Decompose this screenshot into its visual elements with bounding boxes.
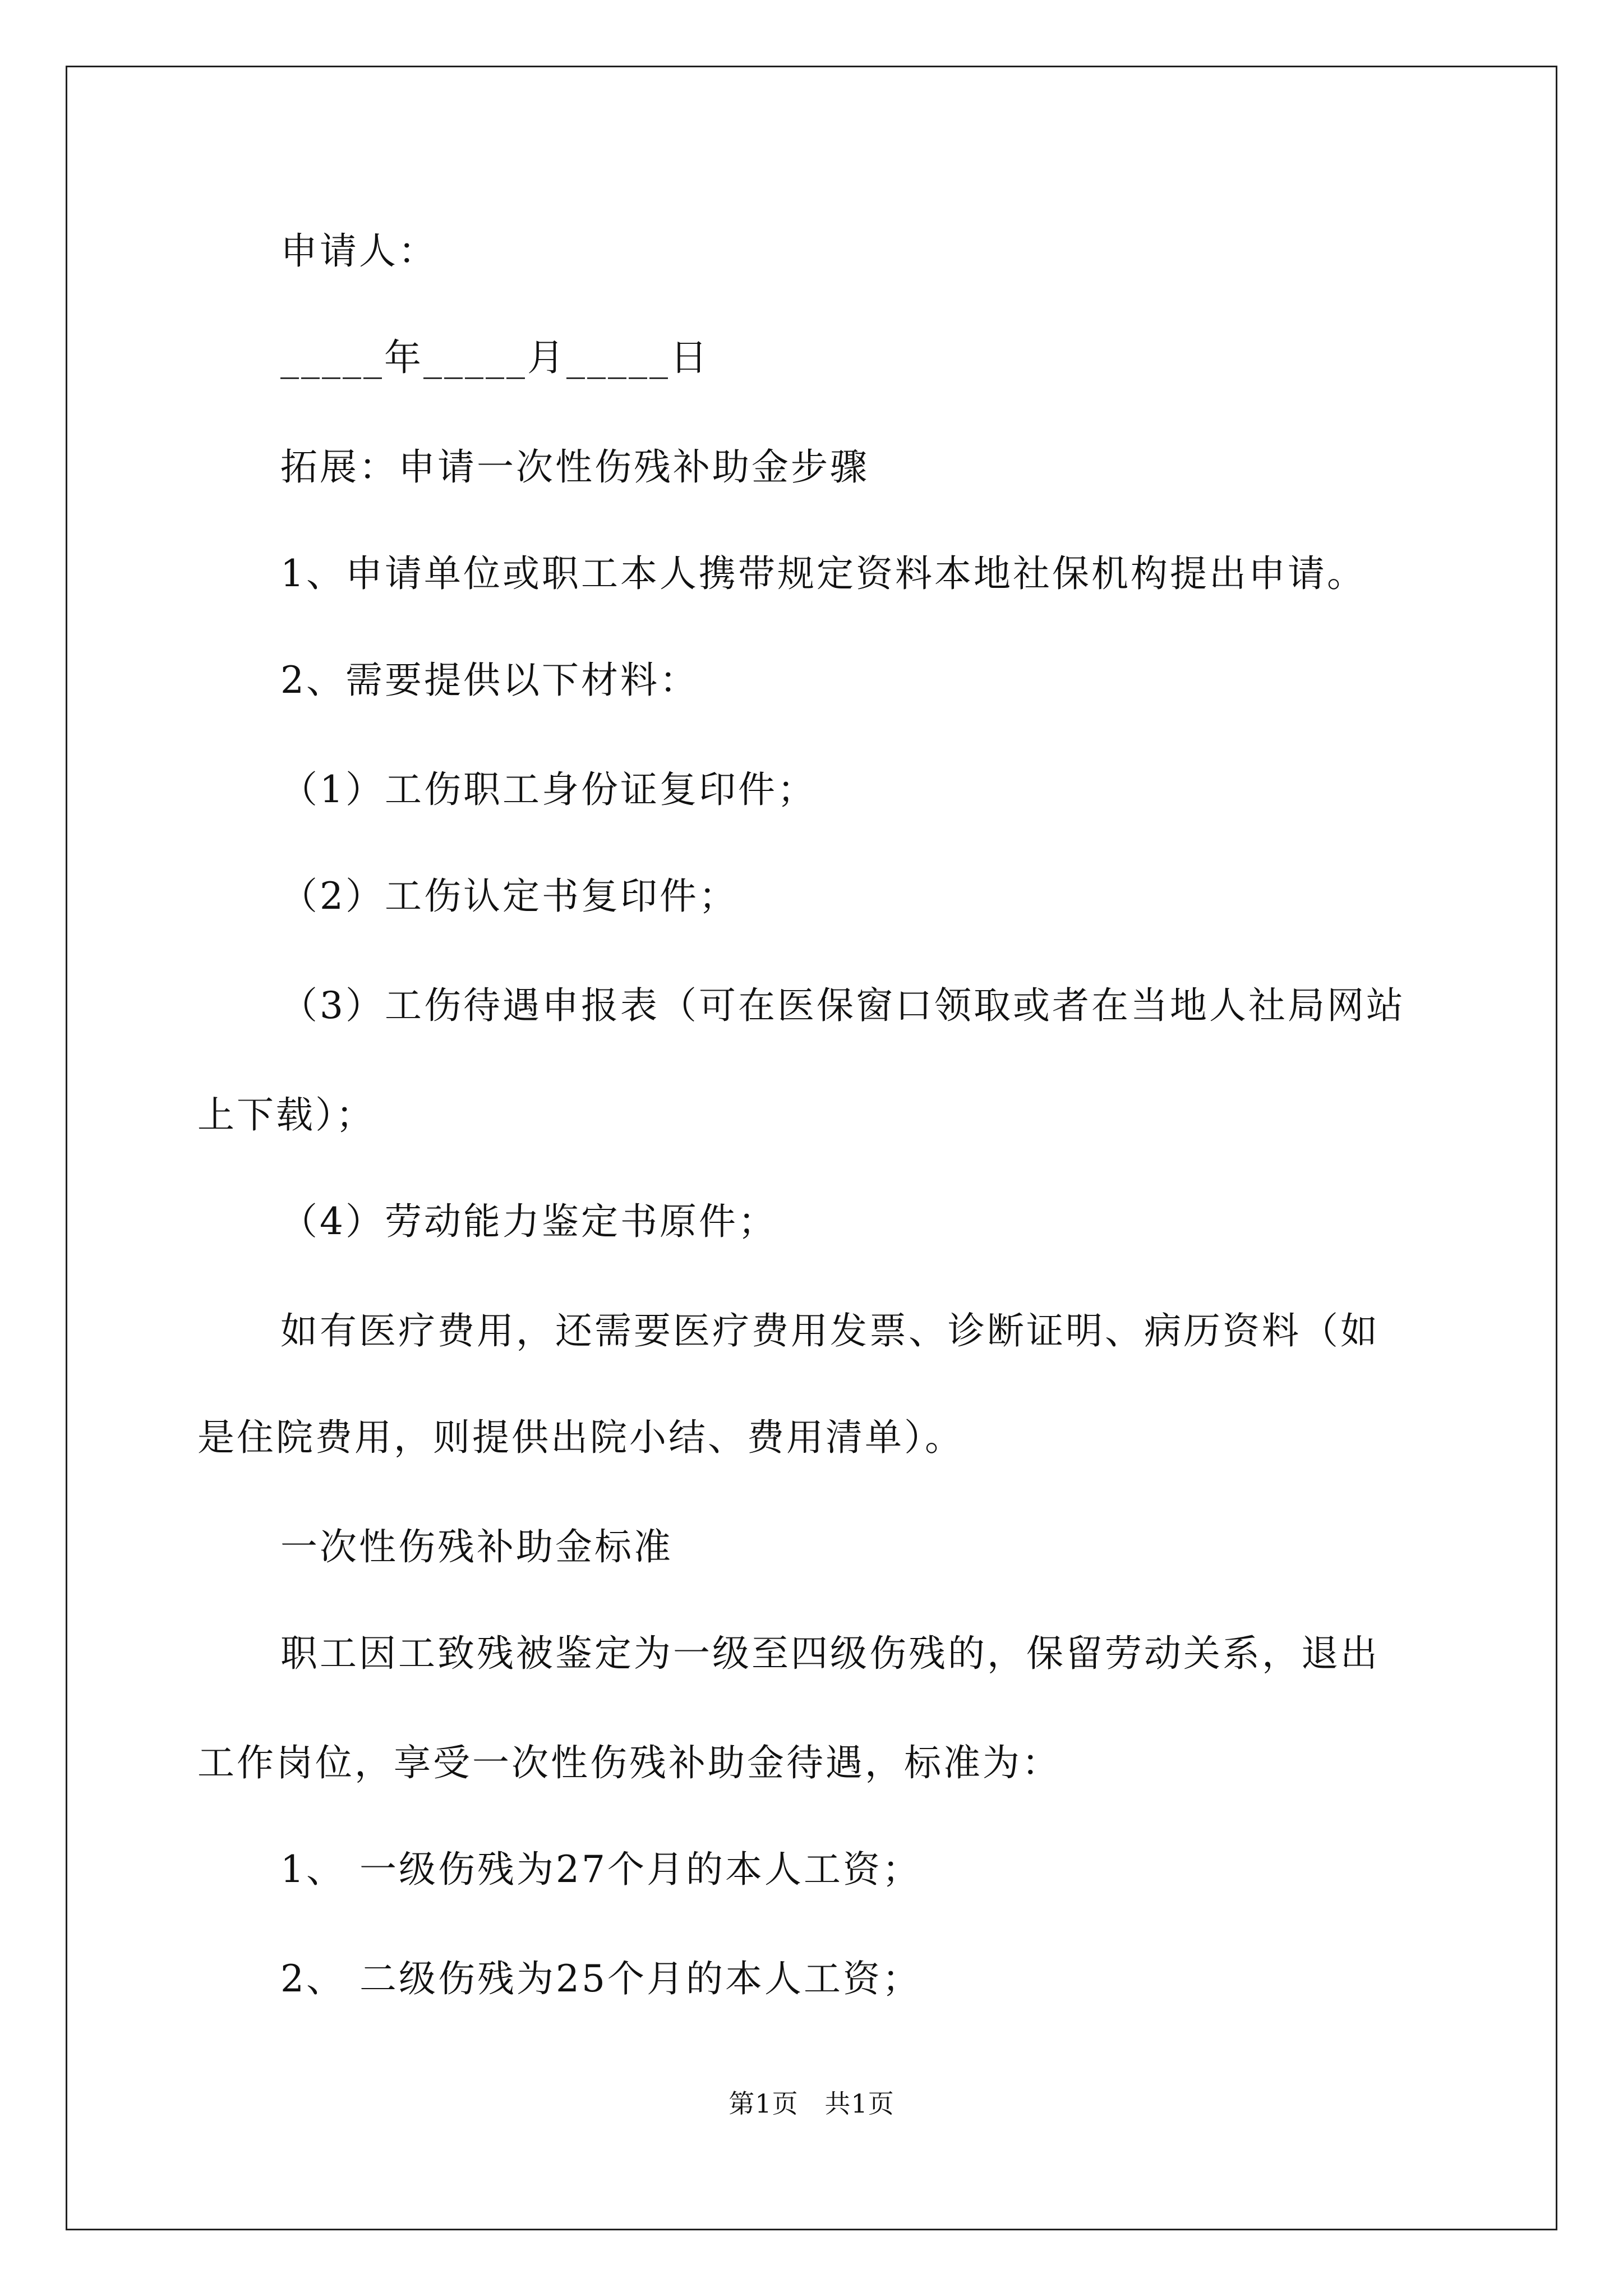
material-3-continued: 上下载）； [197, 1093, 375, 1137]
step-1: 1、申请单位或职工本人携带规定资料本地社保机构提出申请。 [280, 552, 1366, 595]
medical-cost-paragraph: 如有医疗费用，还需要医疗费用发票、诊断证明、病历资料（如 [280, 1309, 1380, 1352]
grade-1-item: 1、 一级伤残为27个月的本人工资； [280, 1848, 921, 1891]
date-line: _____年_____月_____日 [280, 336, 709, 379]
grade-2-item: 2、 二级伤残为25个月的本人工资； [280, 1957, 921, 2000]
page-border [66, 66, 1557, 2230]
step-2: 2、需要提供以下材料： [280, 659, 699, 702]
material-4: （4）劳动能力鉴定书原件； [280, 1200, 777, 1243]
section-heading-steps: 拓展：申请一次性伤残补助金步骤 [280, 445, 869, 489]
standard-paragraph: 职工因工致残被鉴定为一级至四级伤残的，保留劳动关系，退出 [280, 1632, 1380, 1675]
material-3: （3）工伤待遇申报表（可在医保窗口领取或者在当地人社局网站 [280, 984, 1405, 1027]
applicant-line: 申请人： [280, 229, 437, 273]
material-2: （2）工伤认定书复印件； [280, 875, 738, 918]
material-1: （1）工伤职工身份证复印件； [280, 768, 817, 811]
section-heading-standard: 一次性伤残补助金标准 [280, 1525, 673, 1568]
standard-paragraph-continued: 工作岗位，享受一次性伤残补助金待遇，标准为： [197, 1741, 1061, 1784]
page-number-footer: 第1页 共1页 [728, 2088, 895, 2119]
medical-cost-paragraph-continued: 是住院费用，则提供出院小结、费用清单）。 [197, 1416, 964, 1459]
